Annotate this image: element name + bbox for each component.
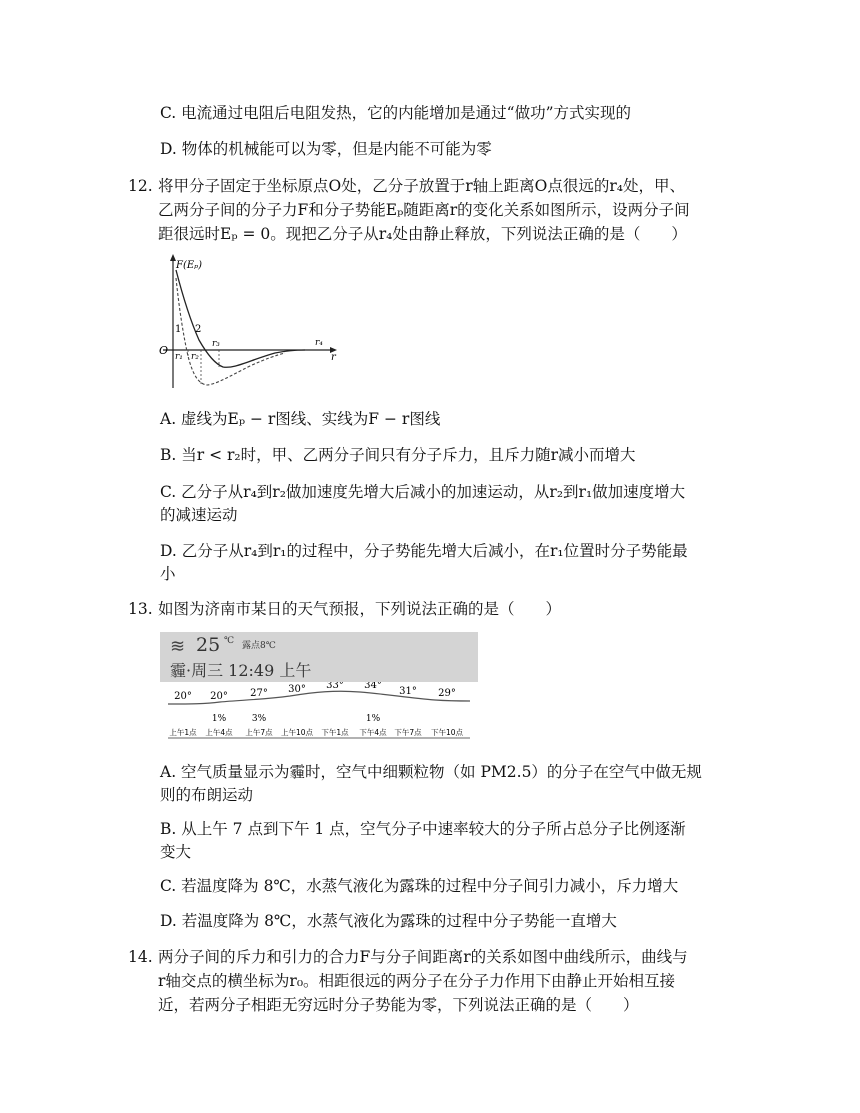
curve-2-label: 2 (195, 324, 202, 335)
q12-stem-line-3: 距很远时Eₚ = 0。现把乙分子从r₄处由静止释放，下列说法正确的是（ ） (158, 225, 687, 243)
current-temp: 25 (196, 634, 221, 656)
forecast-temp-1: 20° (210, 691, 228, 702)
y-axis-label: F(Eₚ) (176, 260, 203, 271)
forecast-temp-4: 33° (326, 682, 344, 691)
weather-status-line: 霾·周三 12:49 上午 (170, 661, 312, 680)
forecast-temp-6: 31° (399, 686, 417, 697)
q13-option-b-line-1: B. 从上午 7 点到下午 1 点，空气分子中速率较大的分子所占总分子比例逐渐 (160, 820, 686, 838)
r4-label: r₄ (315, 338, 323, 348)
q12-stem-line-1: 将甲分子固定于坐标原点O处，乙分子放置于r轴上距离O点很远的r₄处，甲、 (158, 177, 685, 195)
forecast-temp-5: 34° (364, 682, 382, 691)
r2-label: r₂ (191, 352, 199, 362)
q13-stem: 如图为济南市某日的天气预报，下列说法正确的是（ ） (158, 600, 562, 618)
force-potential-graph (155, 252, 345, 392)
forecast-time-5: 下午4点 (359, 728, 387, 737)
forecast-precip-1: 1% (211, 714, 227, 724)
curve-1-label: 1 (175, 324, 182, 335)
forecast-chart (160, 682, 478, 744)
question-number-12: 12. (128, 177, 153, 195)
q12-option-c-line-1: C. 乙分子从r₄到r₂做加速度先增大后减小的加速运动，从r₂到r₁做加速度增大 (160, 483, 686, 501)
forecast-time-4: 下午1点 (321, 728, 349, 737)
question-number-14: 14. (128, 948, 153, 966)
forecast-temp-3: 30° (288, 684, 306, 695)
q12-option-c-line-2: 的减速运动 (160, 506, 238, 524)
weather-header (160, 632, 478, 682)
forecast-time-6: 下午7点 (394, 728, 422, 737)
forecast-temp-0: 20° (174, 691, 192, 702)
forecast-precip-5: 1% (365, 714, 381, 724)
q12-stem-line-2: 乙两分子间的分子力F和分子势能Eₚ随距离r的变化关系如图所示，设两分子间 (158, 201, 690, 219)
question-number-13: 13. (128, 600, 153, 618)
q13-option-c: C. 若温度降为 8℃，水蒸气液化为露珠的过程中分子间引力减小，斥力增大 (160, 877, 679, 895)
q12-option-d-line-2: 小 (160, 565, 176, 583)
origin-label: O (159, 344, 169, 357)
q12-option-a: A. 虚线为Eₚ − r图线、实线为F − r图线 (160, 410, 441, 428)
forecast-precip-2: 3% (251, 714, 267, 724)
q14-stem-line-2: r轴交点的横坐标为r₀。相距很远的两分子在分子力作用下由静止开始相互接 (158, 972, 676, 990)
q13-option-a-line-2: 则的布朗运动 (160, 786, 254, 804)
forecast-temp-2: 27° (250, 688, 268, 699)
forecast-temp-7: 29° (438, 688, 456, 699)
dew-point: 露点8℃ (242, 641, 276, 651)
haze-icon: ≋ (170, 636, 186, 657)
q13-option-d: D. 若温度降为 8℃，水蒸气液化为露珠的过程中分子势能一直增大 (160, 912, 617, 930)
prev-option-d: D. 物体的机械能可以为零，但是内能不可能为零 (160, 140, 492, 158)
temp-unit: ℃ (224, 636, 235, 646)
forecast-time-0: 上午1点 (169, 728, 197, 737)
dashed-curve (176, 278, 285, 385)
q13-option-a-line-1: A. 空气质量显示为霾时，空气中细颗粒物（如 PM2.5）的分子在空气中做无规 (160, 763, 702, 781)
q12-option-d-line-1: D. 乙分子从r₄到r₁的过程中，分子势能先增大后减小，在r₁位置时分子势能最 (160, 542, 688, 560)
forecast-time-7: 下午10点 (430, 728, 464, 737)
q12-option-b: B. 当r < r₂时，甲、乙两分子间只有分子斥力，且斥力随r减小而增大 (160, 446, 636, 464)
forecast-time-1: 上午4点 (205, 728, 233, 737)
r1-label: r₁ (175, 352, 183, 362)
q14-stem-line-1: 两分子间的斥力和引力的合力F与分子间距离r的关系如图中曲线所示，曲线与 (158, 948, 688, 966)
q13-option-b-line-2: 变大 (160, 843, 192, 861)
forecast-labels (169, 682, 463, 737)
q14-stem-line-3: 近，若两分子相距无穷远时分子势能为零，下列说法正确的是（ ） (158, 996, 639, 1014)
x-axis-label: r (331, 352, 336, 363)
forecast-time-3: 上午10点 (280, 728, 314, 737)
r3-label: r₃ (212, 339, 220, 349)
weather-forecast-widget (160, 632, 478, 744)
prev-option-c: C. 电流通过电阻后电阻发热，它的内能增加是通过“做功”方式实现的 (160, 104, 632, 122)
forecast-time-2: 上午7点 (245, 728, 273, 737)
